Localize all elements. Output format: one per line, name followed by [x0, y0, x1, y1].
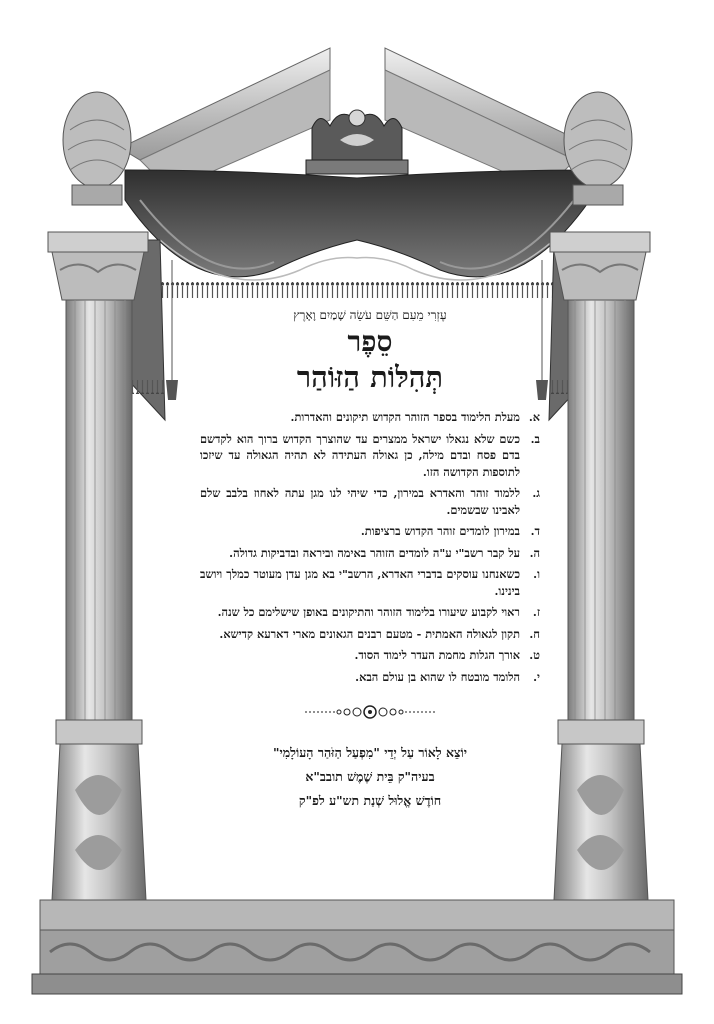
list-item	[200, 545, 540, 562]
place-line: בעיה"ק בֵּית שֶׁמֶשׁ תובב"א	[305, 769, 435, 784]
item-number: ו.	[533, 567, 540, 581]
list-item	[200, 485, 540, 518]
list-item	[200, 669, 540, 686]
item-number: ט.	[529, 648, 540, 662]
date-line: חוֹדֶשׁ אֱלוּל שְׁנַת תש"ע לפ"ק	[298, 793, 442, 808]
item-number: ז.	[532, 605, 540, 619]
crown-ornament	[306, 110, 408, 174]
item-number: ב.	[530, 431, 540, 446]
base-plinth	[32, 900, 682, 994]
motto-verse: עֶזְרִי מֵעִם הַשֵּׁם עֹשֵׂה שָׁמַיִם וָאָרֶץ	[293, 308, 447, 322]
contents-list	[200, 409, 540, 685]
item-text: ללמוד זוהר והאדרא במירון, כדי שיהי לנו מגן עתה לאחוז בלבב שלם לאבינו שבשמים.	[200, 486, 520, 517]
item-text: ראוי לקבוע שיעורו בלימוד הזוהר והתיקונים באופן שישלימם כל שנה.	[217, 605, 520, 619]
item-text: אורך הגלות מחמת העדר לימוד הסוד.	[354, 648, 520, 662]
item-text: כשאנחנו עוסקים בדברי האדרא, הרשב"י בא מגן עדן מעוטר כמלך ויושב בינינו.	[200, 567, 520, 598]
item-number: ח.	[529, 626, 540, 641]
book-title: תְּהִלּוֹת הַזּוֹהַר	[296, 360, 444, 394]
item-number: ג.	[532, 486, 540, 500]
item-text: על קבר רשב"י ע"ה לומדים הזוהר באימה וביראה ובדביקות גדולה.	[229, 545, 520, 560]
list-item	[200, 566, 540, 599]
title-page-content	[200, 308, 540, 813]
list-item	[200, 647, 540, 664]
list-item	[200, 409, 540, 426]
list-item	[200, 626, 540, 643]
item-number: א.	[528, 410, 540, 424]
item-number: י.	[533, 669, 540, 684]
item-number: ה.	[529, 545, 540, 560]
item-text: הלומד מובטח לו שהוא בן עולם הבא.	[355, 669, 520, 684]
item-text: כשם שלא נגאלו ישראל ממצרים עד שהוצרך הקדוש ברוך הוא לקדשם בדם פסח ובדם מילה, כן גאולה העתידה לא תהיה הגאולה עד שיזכו לתוספות הקדושה הזו.	[200, 431, 520, 479]
item-text: במירון לומדים זוהר הקדוש ברציפות.	[360, 524, 520, 538]
list-item	[200, 604, 540, 621]
list-item	[200, 523, 540, 540]
book-word: סֵפֶר	[347, 325, 393, 358]
ornament-divider	[295, 701, 445, 723]
publisher-line: יוֹצֵא לָאוֹר עַל יְדֵי "מִפְעַל הַזֹּהַר הָעוֹלָמִי"	[272, 745, 468, 760]
left-column	[48, 92, 148, 900]
item-number: ד.	[530, 524, 540, 538]
item-text: תקון לגאולה האמתית - מטעם רבנים הגאונים מארי דארעא קדישא.	[219, 626, 520, 641]
list-item	[200, 431, 540, 481]
item-text: מעלת הלימוד בספר הזוהר הקדוש תיקונים והאדרות.	[290, 410, 520, 424]
